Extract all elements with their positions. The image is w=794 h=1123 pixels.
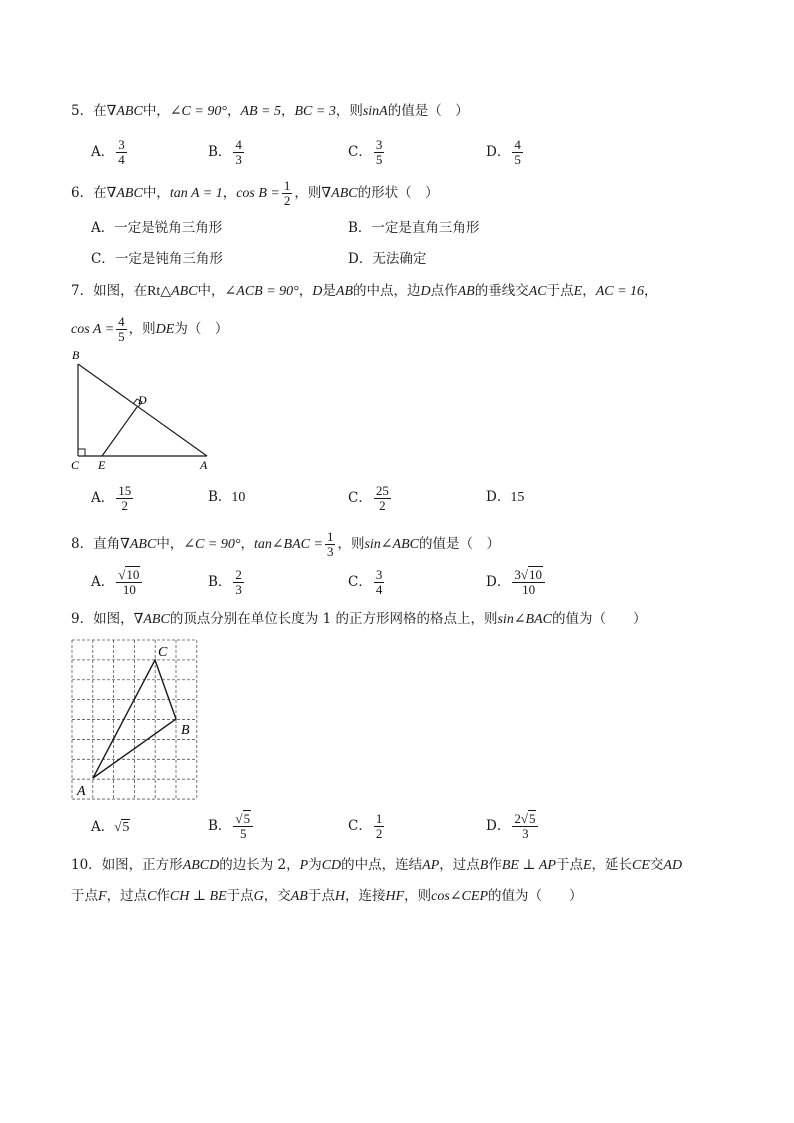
math: ∇ABC [106, 104, 143, 119]
denominator: 5 [375, 152, 383, 167]
option-text: 一定是锐角三角形 [114, 220, 223, 236]
fraction [116, 315, 127, 344]
numerator: 1 [375, 811, 383, 826]
denominator: 2 [379, 498, 386, 513]
option-label: D． [348, 251, 373, 267]
text: 如图， [93, 611, 134, 627]
option-label: C． [91, 251, 115, 267]
numerator: 3 [375, 137, 383, 152]
text: 在 [93, 185, 107, 201]
text: 点作 [430, 283, 458, 299]
vertex-label-c: C [71, 458, 80, 472]
math: AB [335, 284, 353, 299]
fraction [116, 568, 142, 597]
option-label: A． [91, 144, 115, 160]
square-grid [72, 640, 197, 799]
option-label: B． [208, 574, 232, 590]
option-label: B． [208, 818, 232, 834]
math: H [334, 889, 345, 904]
text: 是 [322, 283, 336, 299]
numerator: 25 [375, 483, 389, 498]
text: ， [226, 103, 241, 119]
sqrt [521, 568, 543, 582]
text: ，交 [263, 888, 291, 904]
vertex-label-c: C [158, 645, 168, 660]
option-label: A． [91, 490, 115, 506]
denominator: 3 [235, 152, 242, 167]
option-a[interactable] [91, 138, 129, 167]
math: AC = 16 [595, 284, 645, 299]
text: 的中点，连结 [341, 857, 423, 873]
fraction [325, 530, 336, 559]
denominator: 4 [118, 152, 125, 167]
option-label: C． [348, 818, 372, 834]
denominator: 2 [121, 498, 128, 513]
question-10-stem-line1 [71, 855, 682, 876]
denominator: 3 [235, 582, 242, 597]
math: ∇ABC [133, 612, 170, 627]
vertex-label-b: B [72, 348, 80, 362]
radicand: 5 [243, 811, 251, 826]
option-label: C． [348, 144, 372, 160]
math: cos A = [71, 322, 115, 337]
math: ∠ACB = 90° [224, 284, 299, 299]
radicand: 10 [528, 567, 542, 582]
math: C [147, 889, 157, 904]
vertex-label-e: E [98, 458, 106, 472]
text: 中， [197, 283, 225, 299]
numerator [116, 568, 142, 583]
text: 于点 [71, 888, 98, 904]
question-7-stem-line2 [71, 315, 228, 344]
option-text: 一定是钝角三角形 [114, 251, 223, 267]
numerator: 1 [326, 529, 334, 544]
question-8-stem [71, 530, 500, 559]
denominator: 3 [522, 826, 529, 841]
fraction [233, 568, 244, 597]
math: E [582, 858, 592, 873]
math: BC = 3 [294, 104, 336, 119]
denominator: 10 [522, 582, 536, 597]
denominator: 5 [239, 826, 247, 841]
fraction [512, 812, 538, 841]
numerator: 4 [118, 314, 125, 329]
text: ，延长 [591, 857, 633, 873]
option-a[interactable] [91, 817, 130, 838]
numerator: 2 [235, 567, 242, 582]
fraction [233, 812, 253, 841]
option-a[interactable] [91, 218, 222, 238]
option-b[interactable] [208, 138, 246, 167]
math: cos B = [236, 186, 280, 201]
text: 于点 [226, 888, 254, 904]
text: ， [281, 103, 295, 119]
question-5-stem [71, 101, 469, 122]
text: ，则 [337, 536, 365, 552]
math: ABCD [182, 858, 220, 873]
question-6-stem [71, 179, 439, 208]
text: 如图，正方形 [101, 857, 183, 873]
denominator: 3 [326, 544, 334, 559]
math: AB [457, 284, 475, 299]
radicand: 5 [122, 820, 130, 835]
text: 中， [156, 536, 184, 552]
radical-sign: √ [235, 811, 243, 826]
math: ∠C = 90° [183, 537, 241, 552]
option-label: B． [348, 220, 372, 236]
option-c[interactable] [348, 568, 386, 597]
text: 作 [156, 888, 170, 904]
numerator [512, 568, 545, 583]
denominator: 5 [118, 329, 125, 344]
text: ， [298, 283, 313, 299]
text: 的垂线交 [474, 283, 529, 299]
math: B [479, 858, 489, 873]
sqrt [521, 812, 537, 826]
text: ， [582, 283, 596, 299]
text: 在 [93, 103, 107, 119]
text: 为 [308, 857, 322, 873]
math: HF [385, 889, 405, 904]
math: D [312, 284, 323, 299]
text: ， [644, 283, 658, 299]
numerator: 1 [283, 178, 291, 193]
vertex-label-b: B [181, 723, 190, 738]
question-number: 7． [71, 283, 94, 299]
side-ab [78, 364, 207, 456]
option-label: A． [91, 819, 115, 835]
math: BE ⊥ AP [501, 858, 556, 873]
text: 的值是（ ） [418, 536, 500, 552]
sqrt [114, 817, 130, 838]
option-label: B． [208, 144, 232, 160]
text: ，则 [404, 888, 432, 904]
option-c[interactable] [348, 812, 386, 841]
question-7-stem-line1 [71, 281, 658, 302]
option-label: D． [486, 818, 511, 834]
option-a[interactable] [91, 484, 135, 513]
denominator: 2 [375, 826, 383, 841]
math: cos∠CEP [431, 889, 488, 904]
text: ，则 [335, 103, 363, 119]
radicand: 5 [528, 811, 536, 826]
fraction [116, 138, 127, 167]
vertex-label-d: D [138, 393, 147, 407]
radical-sign: √ [114, 819, 122, 834]
math: ∇ABC [106, 186, 143, 201]
math: AC [528, 284, 547, 299]
radical-sign: √ [118, 567, 126, 582]
text: 作 [488, 857, 502, 873]
math: AB [290, 889, 308, 904]
fraction [374, 568, 385, 597]
math: CE [632, 858, 650, 873]
math: △ABC [160, 284, 198, 299]
math: F [98, 889, 107, 904]
right-angle-mark-c [78, 449, 85, 456]
grid-figure-q9 [70, 638, 200, 803]
triangle-figure-q7 [66, 345, 216, 475]
fraction [282, 179, 293, 208]
math: G [253, 889, 264, 904]
text: 直角 [93, 536, 121, 552]
radical-sign: √ [520, 567, 528, 582]
question-number: 5． [71, 103, 94, 119]
fraction [233, 138, 244, 167]
option-c[interactable] [91, 249, 223, 269]
numerator: 4 [235, 137, 242, 152]
text: 为（ ） [174, 321, 229, 337]
text: 的边长为 2， [219, 857, 300, 873]
math: tan A = 1 [169, 186, 223, 201]
math: E [573, 284, 583, 299]
math: AD [663, 858, 683, 873]
text: ，则 [294, 185, 322, 201]
fraction [374, 812, 385, 841]
option-label: B． [208, 489, 232, 505]
option-text: 无法确定 [372, 251, 427, 267]
math: CD [321, 858, 342, 873]
text: ，过点 [439, 857, 480, 873]
math: tan∠BAC = [253, 537, 323, 552]
numerator: 4 [514, 137, 521, 152]
option-d[interactable] [348, 249, 426, 269]
question-number: 8． [71, 536, 94, 552]
option-label: C． [348, 490, 372, 506]
fraction [512, 138, 523, 167]
text: ， [240, 536, 254, 552]
math: DE [155, 322, 175, 337]
option-text: 10 [231, 490, 246, 505]
option-label: A． [91, 220, 115, 236]
option-d[interactable] [486, 138, 525, 167]
sqrt [118, 568, 140, 582]
text: ，则 [128, 321, 156, 337]
coefficient: 3 [514, 567, 521, 582]
text: 的值是（ ） [387, 103, 469, 119]
option-a[interactable] [91, 568, 144, 597]
math: AP [422, 858, 440, 873]
math: P [299, 858, 309, 873]
math: AB = 5 [240, 104, 281, 119]
numerator: 3 [118, 137, 125, 152]
denominator: 4 [375, 582, 383, 597]
math: sin∠BAC [497, 612, 552, 627]
option-d[interactable] [486, 487, 524, 508]
option-b[interactable] [348, 218, 479, 238]
question-number: 9． [71, 611, 94, 627]
segment-de [102, 407, 137, 456]
math: sin∠ABC [364, 537, 419, 552]
math: Rt [147, 284, 161, 299]
option-text: 15 [510, 490, 525, 505]
text: 的顶点分别在单位长度为 1 的正方形网格的格点上，则 [169, 611, 498, 627]
text: 中， [142, 185, 170, 201]
text: 于点 [546, 283, 574, 299]
question-10-stem-line2 [71, 886, 583, 907]
fraction [116, 484, 133, 513]
math: CH ⊥ BE [169, 889, 227, 904]
numerator: 15 [118, 483, 132, 498]
fraction [374, 138, 385, 167]
option-label: C． [348, 574, 372, 590]
numerator [233, 812, 253, 827]
denominator: 10 [122, 582, 136, 597]
option-c[interactable] [348, 484, 393, 513]
denominator: 2 [283, 193, 291, 208]
denominator: 5 [514, 152, 521, 167]
math: ∠C = 90° [169, 104, 227, 119]
option-c[interactable] [348, 138, 386, 167]
question-9-stem [71, 609, 647, 630]
vertex-label-a: A [77, 784, 86, 799]
text: 于点 [307, 888, 335, 904]
coefficient: 2 [514, 811, 521, 826]
option-label: D． [486, 489, 511, 505]
text: 交 [649, 857, 664, 873]
radical-sign: √ [520, 811, 528, 826]
text: ，过点 [106, 888, 148, 904]
option-label: D． [486, 574, 511, 590]
question-number: 10． [71, 857, 102, 873]
math: ∇ABC [120, 537, 157, 552]
numerator [512, 812, 538, 827]
text: 的值为（ ） [552, 611, 647, 627]
text: 于点 [555, 857, 583, 873]
text: 中， [142, 103, 170, 119]
question-number: 6． [71, 185, 94, 201]
option-text: 一定是直角三角形 [371, 220, 480, 236]
option-d[interactable] [486, 568, 547, 597]
radicand: 10 [126, 567, 140, 582]
vertex-label-a: A [200, 458, 208, 472]
math: D [420, 284, 431, 299]
text: 的形状（ ） [357, 185, 439, 201]
math: ∇ABC [321, 186, 358, 201]
fraction [512, 568, 545, 597]
text: ，连接 [344, 888, 386, 904]
option-b[interactable] [208, 812, 255, 841]
option-b[interactable] [208, 568, 246, 597]
numerator: 3 [375, 567, 383, 582]
option-label: A． [91, 574, 115, 590]
option-d[interactable] [486, 812, 540, 841]
option-label: D． [486, 144, 511, 160]
option-b[interactable] [208, 487, 245, 508]
math: sinA [362, 104, 388, 119]
fraction [374, 484, 391, 513]
text: ， [222, 185, 237, 201]
text: 的中点，边 [353, 283, 421, 299]
text: 如图，在 [93, 283, 148, 299]
sqrt [235, 812, 251, 826]
text: 的值为（ ） [488, 888, 583, 904]
